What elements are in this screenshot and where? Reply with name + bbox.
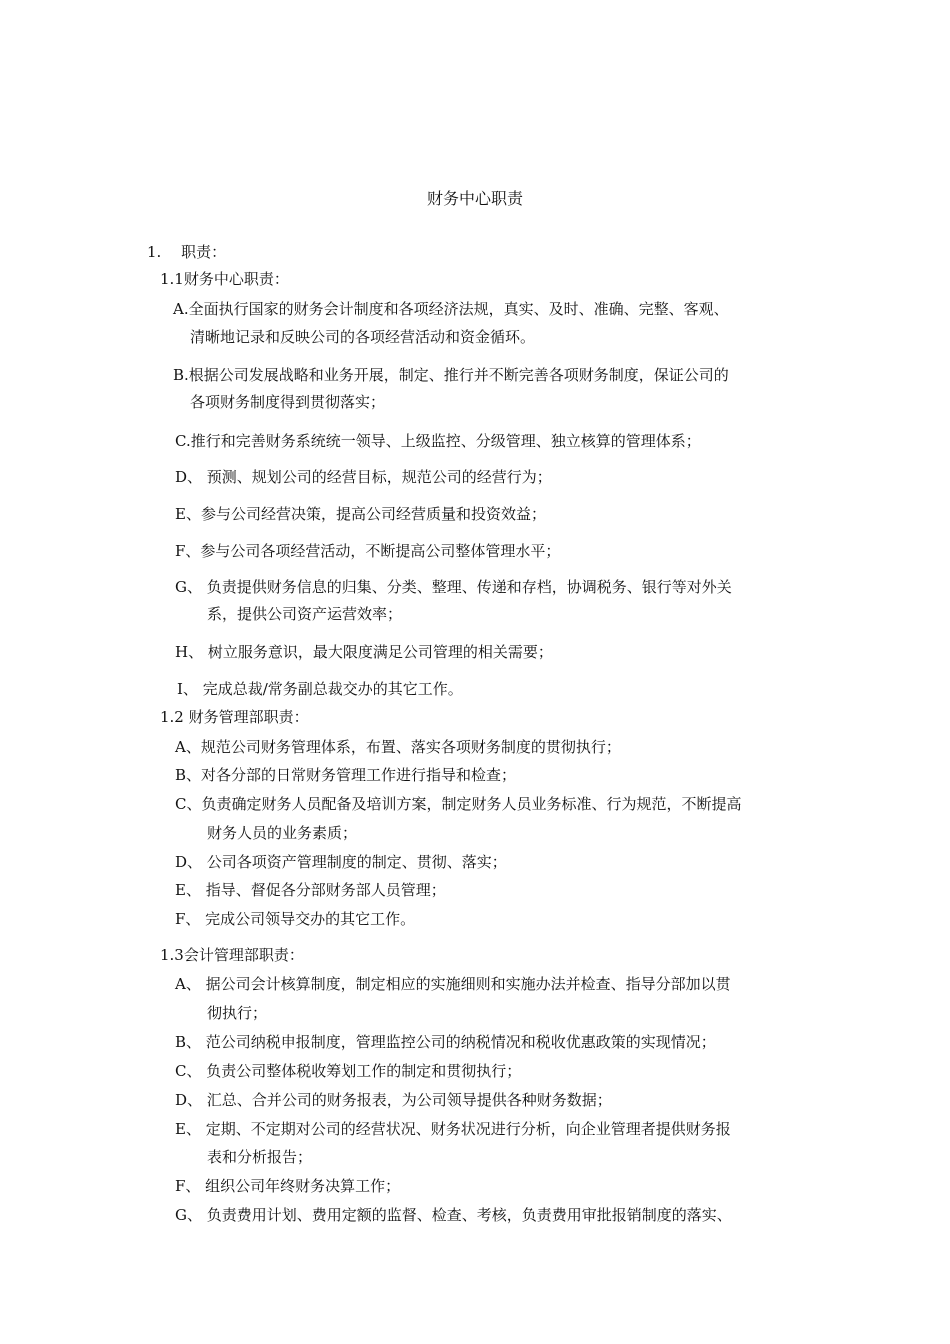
item-1-1-a-line2: 清晰地记录和反映公司的各项经营活动和资金循环。 (190, 328, 536, 346)
section-1-heading: 1. 职责： (147, 243, 227, 261)
item-1-3-e-line1: E、 定期、不定期对公司的经营状况、财务状况进行分析，向企业管理者提供财务报 (175, 1120, 731, 1138)
item-1-2-b: B、对各分部的日常财务管理工作进行指导和检查； (175, 766, 517, 784)
item-1-1-b-line1: B.根据公司发展战略和业务开展，制定、推行并不断完善各项财务制度，保证公司的 (173, 366, 729, 384)
item-1-1-g-line2: 系，提供公司资产运营效率； (207, 605, 403, 623)
item-1-2-e: E、 指导、督促各分部财务部人员管理； (175, 881, 446, 899)
item-1-3-b: B、 范公司纳税申报制度，管理监控公司的纳税情况和税收优惠政策的实现情况； (175, 1033, 716, 1051)
item-1-3-c: C、 负责公司整体税收筹划工作的制定和贯彻执行； (175, 1062, 522, 1080)
item-1-3-g-line1: G、 负责费用计划、费用定额的监督、检查、考核，负责费用审批报销制度的落实、 (175, 1206, 732, 1224)
item-1-1-c: C.推行和完善财务系统统一领导、上级监控、分级管理、独立核算的管理体系； (175, 432, 701, 450)
item-1-2-c-line2: 财务人员的业务素质； (207, 824, 358, 842)
item-1-1-b-line2: 各项财务制度得到贯彻落实； (190, 393, 386, 411)
item-1-1-g-line1: G、 负责提供财务信息的归集、分类、整理、传递和存档，协调税务、银行等对外关 (175, 578, 732, 596)
item-1-2-a: A、规范公司财务管理体系，布置、落实各项财务制度的贯彻执行； (175, 738, 621, 756)
item-1-2-f: F、 完成公司领导交办的其它工作。 (175, 910, 416, 928)
item-1-3-f: F、 组织公司年终财务决算工作； (175, 1177, 401, 1195)
item-1-1-i: I、 完成总裁/常务副总裁交办的其它工作。 (177, 680, 463, 698)
document-title: 财务中心职责 (426, 189, 523, 208)
section-1-3-heading: 1.3会计管理部职责： (160, 946, 304, 964)
item-1-3-a-line1: A、 据公司会计核算制度，制定相应的实施细则和实施办法并检查、指导分部加以贯 (175, 975, 731, 993)
item-1-1-e: E、参与公司经营决策，提高公司经营质量和投资效益； (175, 505, 546, 523)
item-1-1-d: D、 预测、规划公司的经营目标，规范公司的经营行为； (175, 468, 552, 486)
item-1-1-f: F、参与公司各项经营活动，不断提高公司整体管理水平； (175, 542, 561, 560)
item-1-3-d: D、 汇总、合并公司的财务报表，为公司领导提供各种财务数据； (175, 1091, 612, 1109)
item-1-1-h: H、 树立服务意识，最大限度满足公司管理的相关需要； (175, 643, 553, 661)
section-1-2-heading: 1.2 财务管理部职责： (160, 708, 309, 726)
item-1-1-a-line1: A.全面执行国家的财务会计制度和各项经济法规，真实、及时、准确、完整、客观、 (173, 300, 729, 318)
item-1-3-a-line2: 彻执行； (207, 1004, 268, 1022)
item-1-3-e-line2: 表和分析报告； (207, 1148, 313, 1166)
item-1-2-d: D、 公司各项资产管理制度的制定、贯彻、落实； (175, 853, 507, 871)
section-1-1-heading: 1.1财务中心职责： (160, 270, 289, 288)
item-1-2-c-line1: C、负责确定财务人员配备及培训方案，制定财务人员业务标准、行为规范，不断提高 (175, 795, 742, 813)
